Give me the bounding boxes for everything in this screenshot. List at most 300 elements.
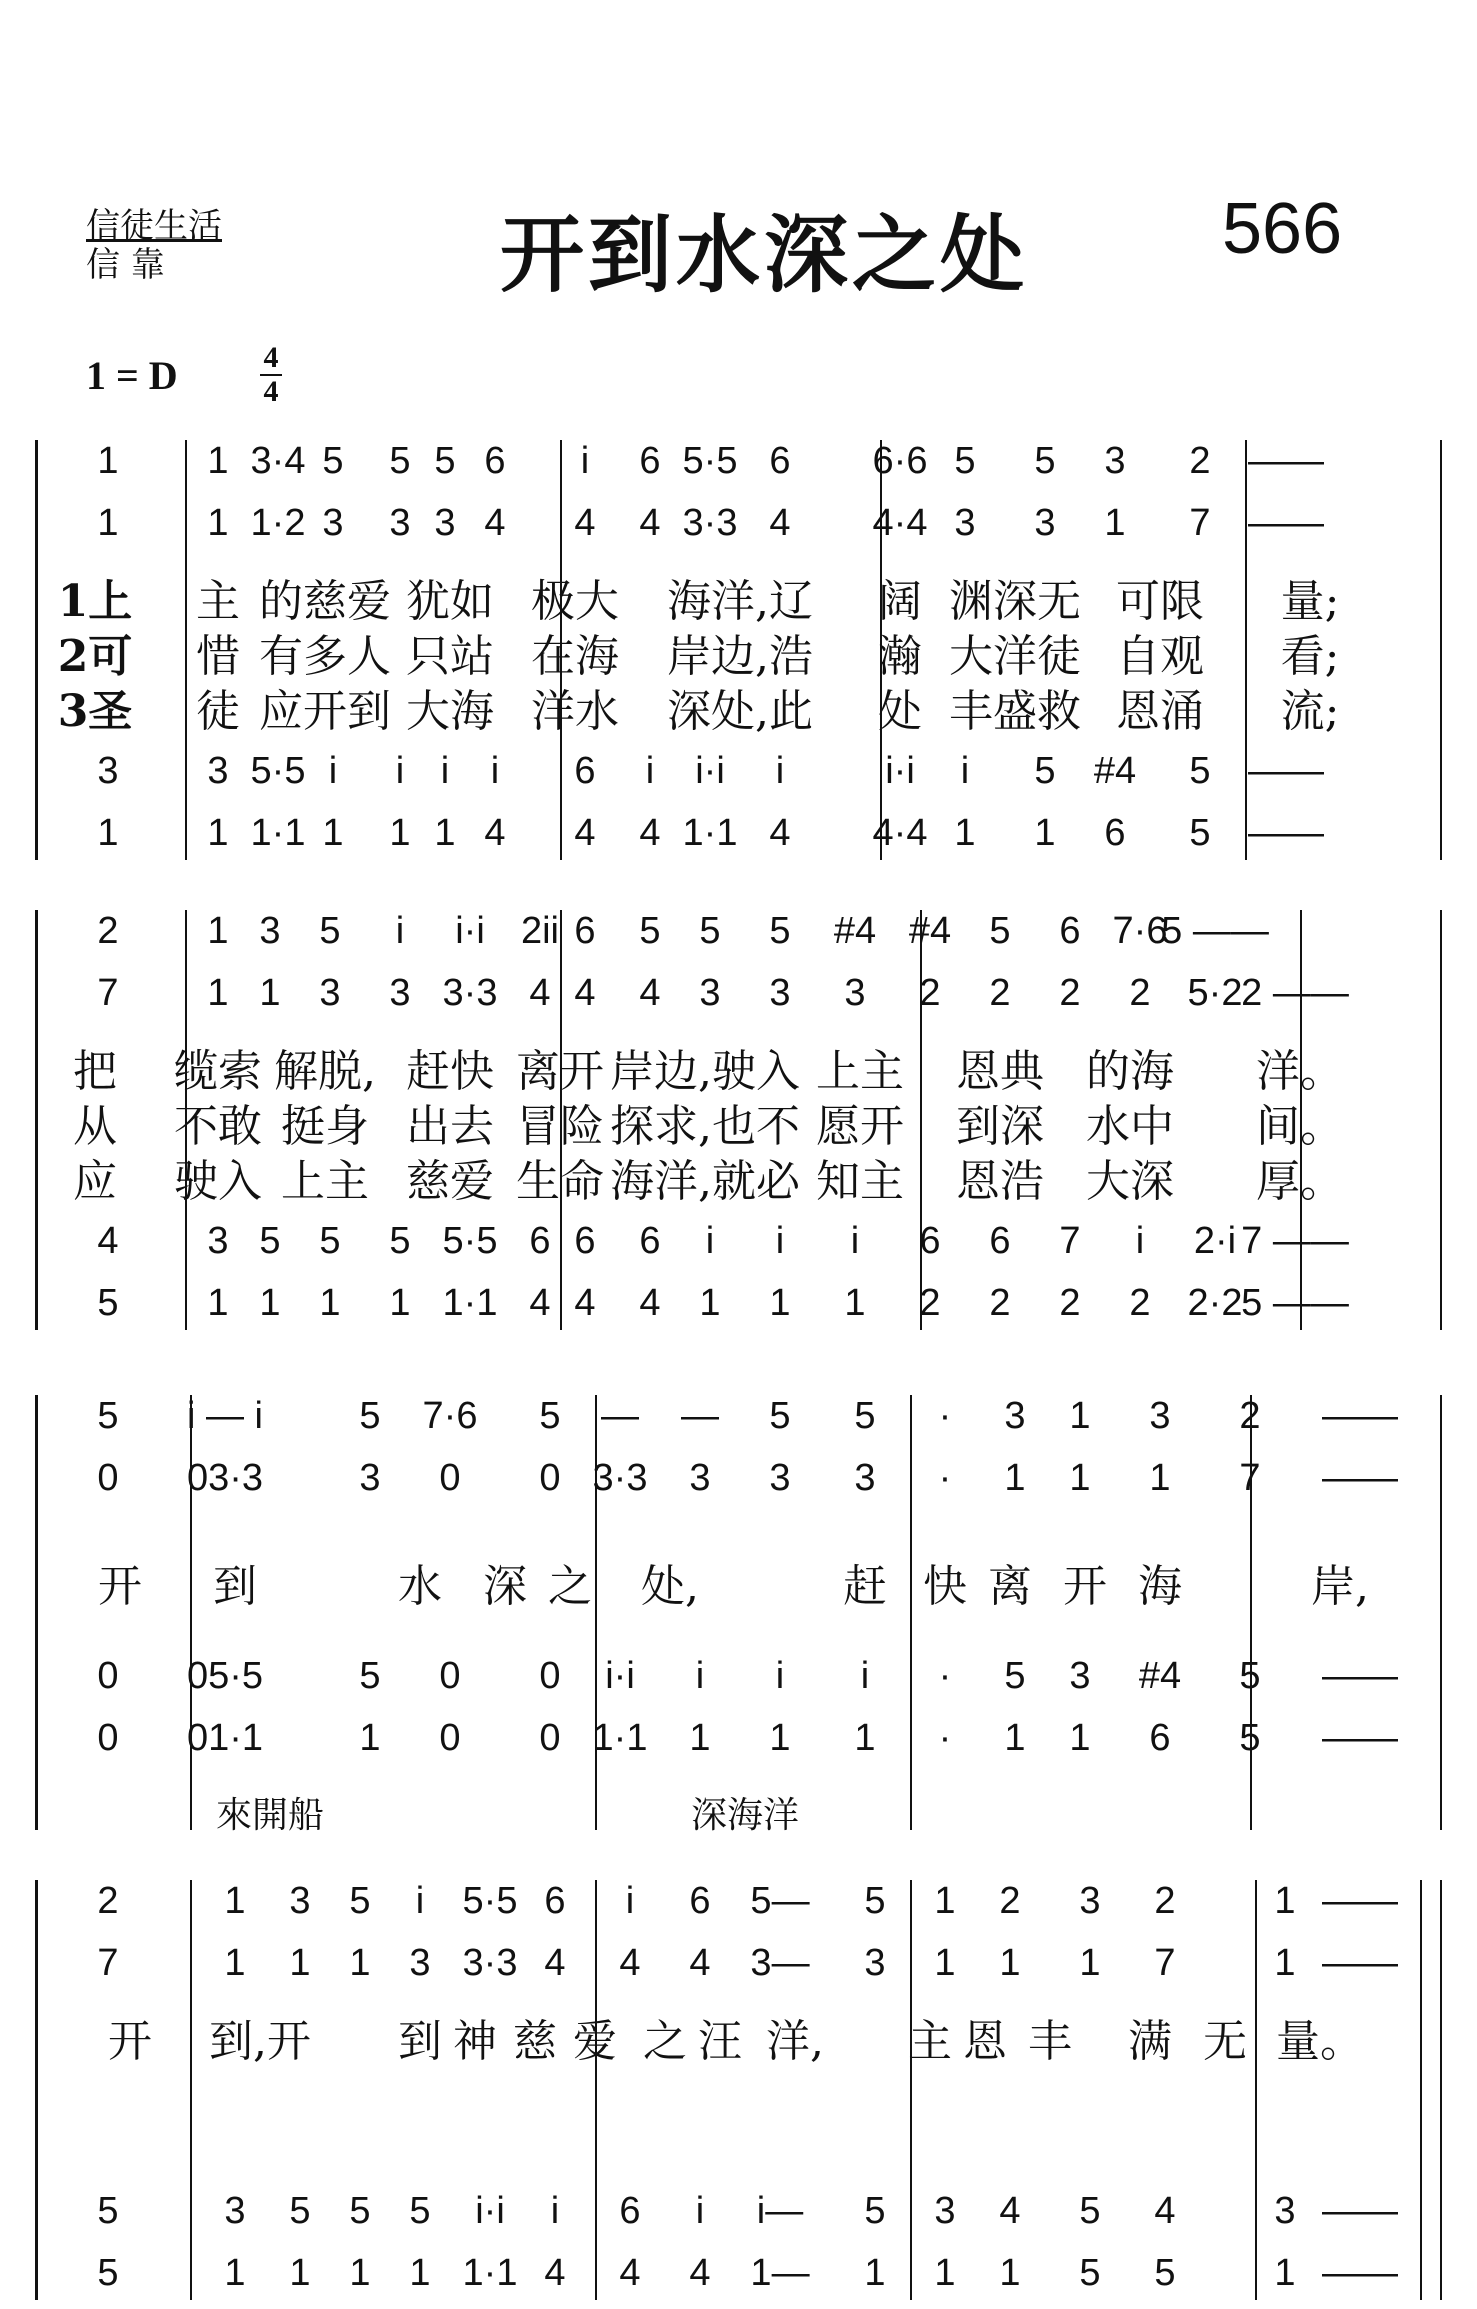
note: 1·1	[592, 1717, 648, 1759]
note: 1	[1069, 1717, 1091, 1759]
note: 1	[207, 812, 229, 854]
note: 5	[1189, 750, 1211, 792]
lyric-word: 2可	[57, 631, 133, 682]
lyric-word: 丰盛救	[949, 686, 1081, 737]
lyric-word: 主	[196, 576, 240, 627]
note: 7·6	[1112, 910, 1168, 952]
lyric-word: 在海	[531, 631, 619, 682]
note: 1	[1079, 1942, 1101, 1984]
note: 7	[1154, 1942, 1176, 1984]
note: 4	[639, 812, 661, 854]
lyric-word: 愿开	[816, 1101, 904, 1152]
note: 6	[639, 1220, 661, 1262]
note: 2	[1129, 1282, 1151, 1324]
note: 5	[97, 2252, 119, 2294]
note: 1	[934, 1942, 956, 1984]
note: ——	[1248, 440, 1324, 482]
note: 1	[1149, 1457, 1171, 1499]
note: i	[580, 440, 590, 482]
lyric-word: 到	[398, 2016, 442, 2067]
note: 6	[484, 440, 506, 482]
note: 5 ——	[1161, 910, 1269, 952]
note: 5	[322, 440, 344, 482]
note: 4	[769, 812, 791, 854]
note: 3	[699, 972, 721, 1014]
lower-staff-line-2	[0, 1282, 1477, 1332]
note: 5 ——	[1241, 1282, 1349, 1324]
lyric-word: 可限	[1116, 576, 1204, 627]
lyric-word: 犹如	[406, 576, 494, 627]
note: 1—	[750, 2252, 810, 2294]
note: 1	[349, 1942, 371, 1984]
note: 5	[539, 1395, 561, 1437]
note: 3·3	[682, 502, 738, 544]
lower-staff-line-2	[0, 812, 1477, 862]
note: 1	[207, 1282, 229, 1324]
note: i·i	[605, 1655, 635, 1697]
lyric-word: 间。	[1256, 1101, 1344, 1152]
note: 1	[207, 440, 229, 482]
note: 5	[97, 1282, 119, 1324]
lyric-word: 洋。	[1256, 1046, 1344, 1097]
lyric-word: 丰	[1028, 2016, 1072, 2067]
note: 5	[319, 910, 341, 952]
note: 6	[544, 1880, 566, 1922]
note: ——	[1322, 1395, 1398, 1437]
note: 1·2	[250, 502, 306, 544]
note: 5—	[750, 1880, 810, 1922]
note: 1	[1004, 1717, 1026, 1759]
note: 3	[854, 1457, 876, 1499]
lyric-word: 无	[1203, 2016, 1247, 2067]
note: 4	[97, 1220, 119, 1262]
lyric-word: 1上	[57, 576, 133, 627]
note: 3	[954, 502, 976, 544]
note: 0	[97, 1457, 119, 1499]
lower-staff-line-2	[0, 2252, 1477, 2302]
note: 4	[689, 1942, 711, 1984]
lower-staff-line-2	[0, 1717, 1477, 1767]
note: i·i	[455, 910, 485, 952]
lyric-word: 主	[908, 2016, 952, 2067]
note: 2	[1059, 1282, 1081, 1324]
note: 6	[639, 440, 661, 482]
note: 7 ——	[1241, 1220, 1349, 1262]
note: 5	[1189, 812, 1211, 854]
time-signature-top: 4	[263, 341, 279, 374]
note: i	[1135, 1220, 1145, 1262]
note: 1	[409, 2252, 431, 2294]
lyric-word: 满	[1128, 2016, 1172, 2067]
lyric-word: 厚。	[1256, 1156, 1344, 1207]
upper-staff-line-2	[0, 1457, 1477, 1507]
note: 1	[769, 1282, 791, 1324]
lyric-word: 海洋,辽	[667, 576, 813, 627]
chorus-echo-lyrics	[0, 1787, 1477, 1839]
lyric-word: 只站	[406, 631, 494, 682]
note: 1	[769, 1717, 791, 1759]
lyric-word: 自观	[1116, 631, 1204, 682]
note: 2	[989, 1282, 1011, 1324]
note: 5	[769, 1395, 791, 1437]
note: 5	[349, 1880, 371, 1922]
note: 1	[224, 1880, 246, 1922]
note: 4	[999, 2190, 1021, 2232]
note: 1	[97, 440, 119, 482]
note: 6·6	[872, 440, 928, 482]
note: 0	[439, 1655, 461, 1697]
lyric-word: 水中	[1086, 1101, 1174, 1152]
note: i	[695, 1655, 705, 1697]
note: i—	[756, 2190, 804, 2232]
note: 1·1	[682, 812, 738, 854]
note: 5	[319, 1220, 341, 1262]
note: 01·1	[186, 1717, 264, 1759]
lyric-word: 深处,此	[667, 686, 813, 737]
note: 5	[1034, 750, 1056, 792]
note: ——	[1322, 1655, 1398, 1697]
note: i	[775, 1655, 785, 1697]
lyric-word: 上主	[816, 1046, 904, 1097]
note: 5	[349, 2190, 371, 2232]
note: i	[490, 750, 500, 792]
note: 1	[934, 2252, 956, 2294]
note: 1	[844, 1282, 866, 1324]
note: i	[625, 1880, 635, 1922]
note: i	[395, 910, 405, 952]
lyric-word: 开	[108, 2016, 152, 2067]
note: 1	[349, 2252, 371, 2294]
note: 6	[574, 750, 596, 792]
lyric-word: 到	[213, 1561, 257, 1612]
note: 1	[389, 1282, 411, 1324]
lyric-word: 赶	[843, 1561, 887, 1612]
note: 3·3	[462, 1942, 518, 1984]
lyric-word: 缆索	[174, 1046, 262, 1097]
note: 5	[864, 2190, 886, 2232]
key-signature: 1 = D	[86, 353, 178, 398]
note: ——	[1248, 812, 1324, 854]
lyric-verse-3	[0, 675, 1477, 737]
note: 7	[1059, 1220, 1081, 1262]
note: 1	[1104, 502, 1126, 544]
note: 1	[289, 1942, 311, 1984]
note: 7·6	[422, 1395, 478, 1437]
lyric-word: 徒	[196, 686, 240, 737]
note: 3	[259, 910, 281, 952]
note: 5·5	[250, 750, 306, 792]
note: 2	[1059, 972, 1081, 1014]
note: 3·3	[592, 1457, 648, 1499]
note: i	[645, 750, 655, 792]
lyric-word: 恩浩	[956, 1156, 1044, 1207]
lyric-word: 洋,	[766, 2016, 824, 2067]
note: ——	[1322, 1942, 1398, 1984]
note: 2·i	[1193, 1220, 1237, 1262]
hymn-number: 566	[1222, 189, 1343, 269]
note: 1	[207, 972, 229, 1014]
lyric-word: 出去	[406, 1101, 494, 1152]
note: 0	[97, 1655, 119, 1697]
note: i·i	[475, 2190, 505, 2232]
note: i	[550, 2190, 560, 2232]
lyric-word: 3圣	[57, 686, 133, 737]
note: 3—	[750, 1942, 810, 1984]
note: 2	[1129, 972, 1151, 1014]
lyric-word: 到深	[956, 1101, 1044, 1152]
note: —	[681, 1395, 719, 1437]
lyric-word: 惜	[196, 631, 240, 682]
note: ——	[1322, 2190, 1398, 2232]
note: i	[415, 1880, 425, 1922]
note: 1	[1069, 1457, 1091, 1499]
note: 5	[97, 1395, 119, 1437]
note: 4	[529, 1282, 551, 1324]
note: 3	[409, 1942, 431, 1984]
upper-staff-line-1	[0, 910, 1477, 960]
note: 0	[539, 1717, 561, 1759]
note: 5	[1239, 1655, 1261, 1697]
note: i	[705, 1220, 715, 1262]
note: ——	[1322, 1717, 1398, 1759]
lyric-word: 大深	[1086, 1156, 1174, 1207]
lyric-word: 离	[988, 1561, 1032, 1612]
note: 1·1	[250, 812, 306, 854]
lyric-word: 处	[878, 686, 922, 737]
note: 4	[574, 1282, 596, 1324]
lyric-word: 洋水	[531, 686, 619, 737]
note: 6	[1149, 1717, 1171, 1759]
note: 3·4	[250, 440, 306, 482]
note: 3·3	[442, 972, 498, 1014]
note: 4	[484, 812, 506, 854]
note: ——	[1248, 502, 1324, 544]
lyric-word: 恩	[963, 2016, 1007, 2067]
note: 1	[322, 812, 344, 854]
note: i — i	[187, 1395, 263, 1437]
lyric-word: 赶快	[406, 1046, 494, 1097]
note: ——	[1248, 750, 1324, 792]
note: ·	[938, 1457, 952, 1499]
note: 1	[1274, 1942, 1296, 1984]
note: 0	[439, 1457, 461, 1499]
note: ·	[938, 1655, 952, 1697]
note: 4·4	[872, 812, 928, 854]
note: 6	[619, 2190, 641, 2232]
note: ——	[1322, 1880, 1398, 1922]
note: 1	[999, 2252, 1021, 2294]
note: —	[601, 1395, 639, 1437]
lyric-word: 海洋,就必	[610, 1156, 800, 1207]
note: 1	[259, 1282, 281, 1324]
lyric-word: 离开	[516, 1046, 604, 1097]
note: #4	[908, 910, 952, 952]
note: i	[440, 750, 450, 792]
upper-staff-line-2	[0, 502, 1477, 552]
note: 3	[1104, 440, 1126, 482]
note: 1	[1004, 1457, 1026, 1499]
note: 0	[539, 1655, 561, 1697]
note: i·i	[695, 750, 725, 792]
lower-staff-line-1	[0, 1655, 1477, 1705]
lyric-verse-1	[0, 2005, 1477, 2067]
note: 6	[574, 910, 596, 952]
note: 05·5	[186, 1655, 264, 1697]
time-signature-bottom: 4	[263, 375, 279, 408]
note: 6	[1104, 812, 1126, 854]
lyric-word: 冒险	[516, 1101, 604, 1152]
note: 03·3	[186, 1457, 264, 1499]
upper-staff-line-2	[0, 1942, 1477, 1992]
lyric-word: 量。	[1276, 2016, 1364, 2067]
note: 3	[864, 1942, 886, 1984]
note: 1·1	[442, 1282, 498, 1324]
note: 1	[999, 1942, 1021, 1984]
lyric-word: 的海	[1086, 1046, 1174, 1097]
note: 5	[259, 1220, 281, 1262]
hymn-subcategory: 信 靠	[86, 245, 165, 285]
lyric-word: 深	[483, 1561, 527, 1612]
note: 4	[574, 812, 596, 854]
note: 3	[322, 502, 344, 544]
note: 1·1	[462, 2252, 518, 2294]
note: 4	[639, 1282, 661, 1324]
note: 5	[864, 1880, 886, 1922]
note: 2	[1154, 1880, 1176, 1922]
note: 0	[439, 1717, 461, 1759]
note: 5	[854, 1395, 876, 1437]
note: i	[775, 750, 785, 792]
note: 2	[97, 910, 119, 952]
note: 6	[919, 1220, 941, 1262]
note: 2ii	[520, 910, 560, 952]
note: 3	[97, 750, 119, 792]
note: 5	[389, 440, 411, 482]
lyric-word: 阔	[878, 576, 922, 627]
lower-staff-line-1	[0, 750, 1477, 800]
note: #4	[1093, 750, 1137, 792]
lyric-word: 解脱,	[274, 1046, 376, 1097]
note: 3	[224, 2190, 246, 2232]
lyric-word: 看;	[1280, 631, 1340, 682]
upper-staff-line-1	[0, 440, 1477, 490]
note: ——	[1322, 2252, 1398, 2294]
note: 6	[574, 1220, 596, 1262]
lyric-word: 不敢	[174, 1101, 262, 1152]
echo-lyric: 來開船	[215, 1795, 325, 1836]
note: 4	[544, 2252, 566, 2294]
note: 3	[1034, 502, 1056, 544]
note: 5	[1154, 2252, 1176, 2294]
note: i	[960, 750, 970, 792]
lyric-word: 之	[548, 1561, 592, 1612]
note: 4	[574, 972, 596, 1014]
note: 3	[389, 502, 411, 544]
note: 5	[1239, 1717, 1261, 1759]
note: 3	[769, 1457, 791, 1499]
lyric-verse-1	[0, 565, 1477, 627]
note: 5·5	[682, 440, 738, 482]
note: 1	[207, 502, 229, 544]
note: 3	[1079, 1880, 1101, 1922]
lyric-word: 开	[98, 1561, 142, 1612]
lyric-word: 应	[73, 1156, 117, 1207]
lyric-word: 的慈爱	[259, 576, 391, 627]
note: 1	[319, 1282, 341, 1324]
lyric-word: 渊深无	[949, 576, 1081, 627]
note: 3	[1274, 2190, 1296, 2232]
note: 2	[1239, 1395, 1261, 1437]
note: 5·5	[442, 1220, 498, 1262]
note: 3	[359, 1457, 381, 1499]
note: 3	[434, 502, 456, 544]
upper-staff-line-1	[0, 1395, 1477, 1445]
note: 3	[389, 972, 411, 1014]
lyric-word: 瀚	[878, 631, 922, 682]
lyric-word: 爱	[573, 2016, 617, 2067]
note: 1	[434, 812, 456, 854]
note: 0	[539, 1457, 561, 1499]
lyric-word: 神	[453, 2016, 497, 2067]
lyric-word: 开	[1063, 1561, 1107, 1612]
note: 3	[844, 972, 866, 1014]
note: 4	[689, 2252, 711, 2294]
lyric-word: 量;	[1280, 576, 1340, 627]
note: 1	[289, 2252, 311, 2294]
note: 2	[97, 1880, 119, 1922]
note: 1	[1274, 1880, 1296, 1922]
lyric-word: 流;	[1280, 686, 1340, 737]
note: 3	[1069, 1655, 1091, 1697]
note: 4	[574, 502, 596, 544]
note: 3	[289, 1880, 311, 1922]
note: 4	[619, 2252, 641, 2294]
note: 2	[989, 972, 1011, 1014]
note: 4	[639, 972, 661, 1014]
note: 5	[1004, 1655, 1026, 1697]
note: 1	[1034, 812, 1056, 854]
note: 5	[434, 440, 456, 482]
note: 4	[529, 972, 551, 1014]
note: 5	[1034, 440, 1056, 482]
note: 2	[919, 972, 941, 1014]
lyric-verse-2	[0, 620, 1477, 682]
lyric-word: 慈爱	[406, 1156, 494, 1207]
lyric-word: 水	[398, 1561, 442, 1612]
note: 1	[359, 1717, 381, 1759]
note: 4	[1154, 2190, 1176, 2232]
note: 5	[699, 910, 721, 952]
note: 6	[689, 1880, 711, 1922]
upper-staff-line-2	[0, 972, 1477, 1022]
note: 3	[934, 2190, 956, 2232]
note: 5	[1079, 2252, 1101, 2294]
lyric-word: 探求,也不	[610, 1101, 800, 1152]
note: 0	[97, 1717, 119, 1759]
note: 5	[359, 1395, 381, 1437]
lyric-word: 之	[643, 2016, 687, 2067]
lyric-word: 驶入	[174, 1156, 262, 1207]
lyric-word: 处,	[641, 1561, 699, 1612]
note: 1	[389, 812, 411, 854]
note: 6	[989, 1220, 1011, 1262]
lyric-word: 恩涌	[1116, 686, 1204, 737]
note: 5	[954, 440, 976, 482]
lower-staff-line-1	[0, 2190, 1477, 2240]
note: 4	[484, 502, 506, 544]
lyric-word: 海	[1138, 1561, 1182, 1612]
hymn-category: 信徒生活	[86, 206, 222, 246]
